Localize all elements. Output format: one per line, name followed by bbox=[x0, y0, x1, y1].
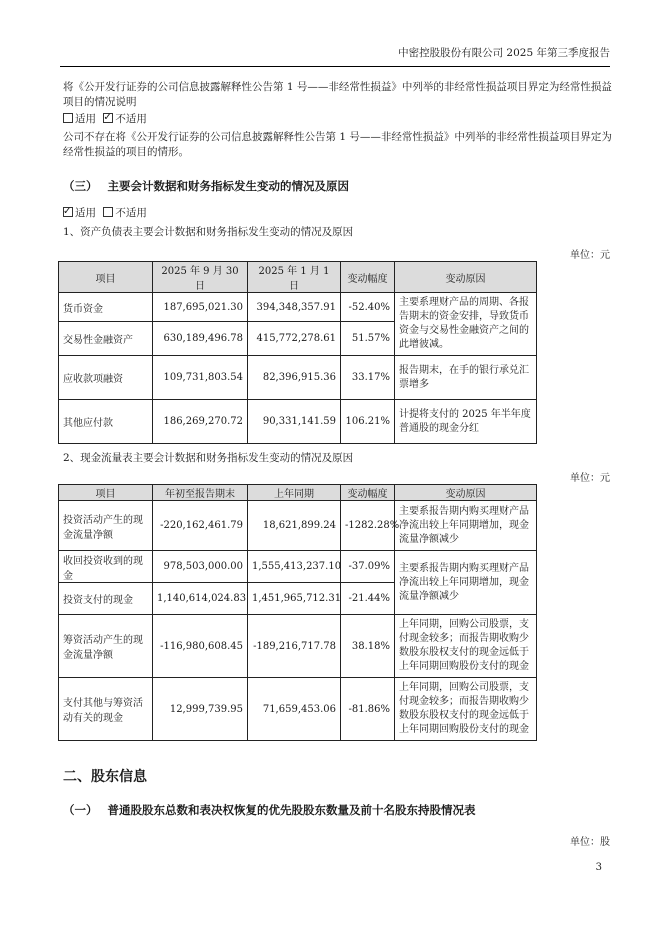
row-prior: 82,396,915.36 bbox=[248, 356, 341, 400]
subsection-title: 普通股股东总数和表决权恢复的优先股股东数量及前十名股东持股情况表 bbox=[107, 803, 476, 817]
row-prior: -189,216,717.78 bbox=[248, 615, 341, 678]
balance-sheet-subtitle: 1、资产负债表主要会计数据和财务指标发生变动的情况及原因 bbox=[63, 226, 354, 238]
table-row bbox=[59, 293, 537, 322]
row-reason: 上年同期，回购公司股票，支付现金较多；而报告期收购少数股东股权支付的现金远低于上年同期回购股份支付的现金 bbox=[395, 678, 537, 741]
shareholder-unit: 单位：股 bbox=[570, 837, 610, 848]
table-row bbox=[59, 400, 537, 444]
balance-unit: 单位：元 bbox=[570, 250, 610, 261]
row-prior: 18,621,899.24 bbox=[248, 501, 341, 551]
checkbox-apply-checked bbox=[63, 207, 73, 217]
header-reason: 变动原因 bbox=[395, 262, 537, 293]
row-change: -1282.28% bbox=[341, 501, 395, 551]
table-header-row bbox=[59, 485, 537, 501]
row-item: 投资支付的现金 bbox=[59, 583, 153, 615]
row-change: -21.44% bbox=[341, 583, 395, 615]
header-prior: 上年同期 bbox=[248, 485, 341, 501]
section-3-title: 主要会计数据和财务指标发生变动的情况及原因 bbox=[107, 179, 350, 193]
header-change: 变动幅度 bbox=[341, 262, 395, 293]
header-current: 年初至报告期末 bbox=[153, 485, 248, 501]
table-row bbox=[59, 678, 537, 741]
shareholder-subsection-heading bbox=[63, 802, 476, 818]
section-3-na-label: 不适用 bbox=[115, 207, 147, 219]
header-prior: 2025 年 1 月 1 日 bbox=[248, 262, 341, 293]
row-change: 33.17% bbox=[341, 356, 395, 400]
table-row bbox=[59, 551, 537, 583]
row-reason: 报告期末，在手的银行承兑汇票增多 bbox=[395, 356, 537, 400]
table-header-row bbox=[59, 262, 537, 293]
row-current: 630,189,496.78 bbox=[153, 322, 248, 356]
header-change: 变动幅度 bbox=[341, 485, 395, 501]
row-current: -116,980,608.45 bbox=[153, 615, 248, 678]
cash-flow-subtitle: 2、现金流量表主要会计数据和财务指标发生变动的情况及原因 bbox=[63, 452, 354, 464]
checkbox-na-unchecked bbox=[103, 207, 113, 217]
row-change: 106.21% bbox=[341, 400, 395, 444]
header-divider bbox=[60, 66, 610, 67]
row-prior: 415,772,278.61 bbox=[248, 322, 341, 356]
row-current: 12,999,739.95 bbox=[153, 678, 248, 741]
option-apply-label: 适用 bbox=[75, 113, 96, 125]
row-reason: 计提将支付的 2025 年半年度普通股的现金分红 bbox=[395, 400, 537, 444]
row-prior: 71,659,453.06 bbox=[248, 678, 341, 741]
balance-sheet-table bbox=[58, 261, 537, 444]
header-current: 2025 年 9 月 30 日 bbox=[153, 262, 248, 293]
subsection-number: （一） bbox=[63, 803, 98, 817]
section-3-apply-label: 适用 bbox=[75, 207, 96, 219]
header-item: 项目 bbox=[59, 485, 153, 501]
table-row bbox=[59, 501, 537, 551]
header-reason: 变动原因 bbox=[395, 485, 537, 501]
row-item: 投资活动产生的现金流量净额 bbox=[59, 501, 153, 551]
section-3-heading bbox=[63, 178, 349, 194]
row-prior: 1,555,413,237.10 bbox=[248, 551, 341, 583]
nonrecurring-intro bbox=[63, 80, 618, 110]
page-number: 3 bbox=[595, 862, 602, 873]
row-reason: 主要系报告期内购买理财产品净流出较上年同期增加，现金流量净额减少 bbox=[395, 501, 537, 551]
row-item: 交易性金融资产 bbox=[59, 322, 153, 356]
nonrecurring-statement-line-1: 公司不存在将《公开发行证券的公司信息披露解释性公告第 1 号——非经常性损益》中列举的非经常性损益项目界定为 bbox=[63, 131, 612, 143]
row-current: -220,162,461.79 bbox=[153, 501, 248, 551]
row-prior: 90,331,141.59 bbox=[248, 400, 341, 444]
header-item: 项目 bbox=[59, 262, 153, 293]
row-item: 应收款项融资 bbox=[59, 356, 153, 400]
row-item: 其他应付款 bbox=[59, 400, 153, 444]
row-change: 51.57% bbox=[341, 322, 395, 356]
nonrecurring-line-2: 项目的情况说明 bbox=[63, 96, 137, 108]
row-item: 筹资活动产生的现金流量净额 bbox=[59, 615, 153, 678]
row-item: 货币资金 bbox=[59, 293, 153, 322]
row-reason: 主要系理财产品的周期、各报告期末的资金安排，导致货币资金与交易性金融资产之间的此增彼减。 bbox=[395, 293, 537, 356]
shareholder-section-heading: 二、股东信息 bbox=[63, 769, 147, 785]
checkbox-apply-unchecked bbox=[63, 113, 73, 123]
checkbox-na-checked bbox=[103, 113, 113, 123]
row-current: 187,695,021.30 bbox=[153, 293, 248, 322]
nonrecurring-statement bbox=[63, 130, 618, 160]
row-change: -37.09% bbox=[341, 551, 395, 583]
report-header-title: 中密控股股份有限公司 2025 年第三季度报告 bbox=[398, 47, 610, 59]
row-change: -81.86% bbox=[341, 678, 395, 741]
row-change: -52.40% bbox=[341, 293, 395, 322]
row-item: 收回投资收到的现金 bbox=[59, 551, 153, 583]
row-reason: 主要系报告期内购买理财产品净流出较上年同期增加，现金流量净额减少 bbox=[395, 551, 537, 615]
table-row bbox=[59, 615, 537, 678]
row-current: 109,731,803.54 bbox=[153, 356, 248, 400]
cashflow-unit: 单位：元 bbox=[570, 473, 610, 484]
row-prior: 394,348,357.91 bbox=[248, 293, 341, 322]
nonrecurring-line-1: 将《公开发行证券的公司信息披露解释性公告第 1 号——非经常性损益》中列举的非经常性损益项目界定为经常性损益 bbox=[63, 81, 612, 93]
cash-flow-table bbox=[58, 484, 537, 741]
row-prior: 1,451,965,712.31 bbox=[248, 583, 341, 615]
option-na-label: 不适用 bbox=[115, 113, 147, 125]
table-row bbox=[59, 356, 537, 400]
nonrecurring-statement-line-2: 经常性损益的项目的情形。 bbox=[63, 146, 189, 158]
row-current: 978,503,000.00 bbox=[153, 551, 248, 583]
nonrecurring-options bbox=[63, 112, 618, 127]
section-3-options bbox=[63, 206, 618, 221]
row-change: 38.18% bbox=[341, 615, 395, 678]
section-3-number: （三） bbox=[63, 179, 98, 193]
row-item: 支付其他与筹资活动有关的现金 bbox=[59, 678, 153, 741]
row-reason: 上年同期，回购公司股票，支付现金较多；而报告期收购少数股东股权支付的现金远低于上年同期回购股份支付的现金 bbox=[395, 615, 537, 678]
row-current: 1,140,614,024.83 bbox=[153, 583, 248, 615]
row-current: 186,269,270.72 bbox=[153, 400, 248, 444]
